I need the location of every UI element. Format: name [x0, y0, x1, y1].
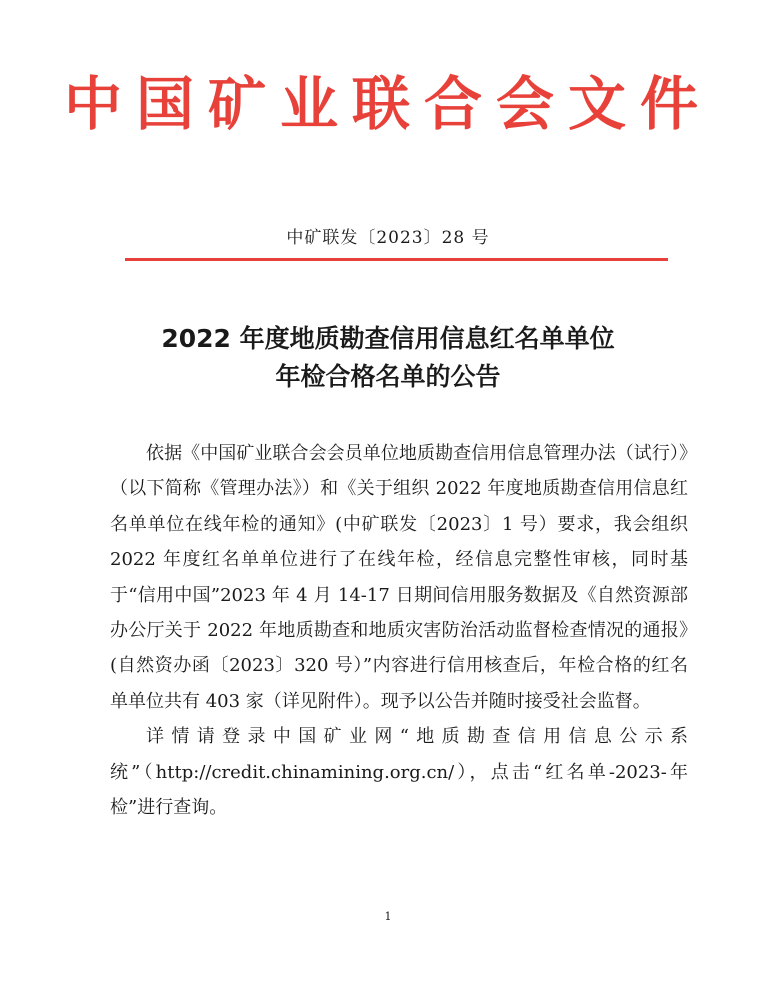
org-masthead: 中国矿业联合会文件 [63, 70, 712, 138]
red-divider-line [125, 258, 668, 261]
announcement-title [0, 320, 776, 396]
body-paragraph-2: 详情请登录中国矿业网“地质勘查信用信息公示系统”（http://credit.chinamining.org.cn/），点击“红名单-2023-年检”进行查询。 [110, 726, 688, 819]
page-number: 1 [384, 910, 392, 923]
title-line-1: 2022 年度地质勘查信用信息红名单单位 [161, 324, 615, 353]
document-number: 中矿联发〔2023〕28 号 [286, 228, 490, 248]
title-line-2: 年检合格名单的公告 [275, 362, 501, 391]
announcement-body [110, 436, 688, 825]
body-paragraph-1: 依据《中国矿业联合会会员单位地质勘查信用信息管理办法（试行）》（以下简称《管理办法》）和《关于组织 2022 年度地质勘查信用信息红名单单位在线年检的通知》(中矿联发〔2023〕1 号）要求，我会组织 2022 年度红名单单位进行了在线年检，经信息完整性审核，同时基于“信用中国”2023 年 4 月 14-17 日期间信用服务数据及《自然资源部办公厅关于 2022 年地质勘查和地质灾害防治活动监督检查情况的通报》(自然资办函〔2023〕320 号）”内容进行信用核查后，年检合格的红名单单位共有 403 家（详见附件）。现予以公告并随时接受社会监督。 [110, 443, 688, 712]
